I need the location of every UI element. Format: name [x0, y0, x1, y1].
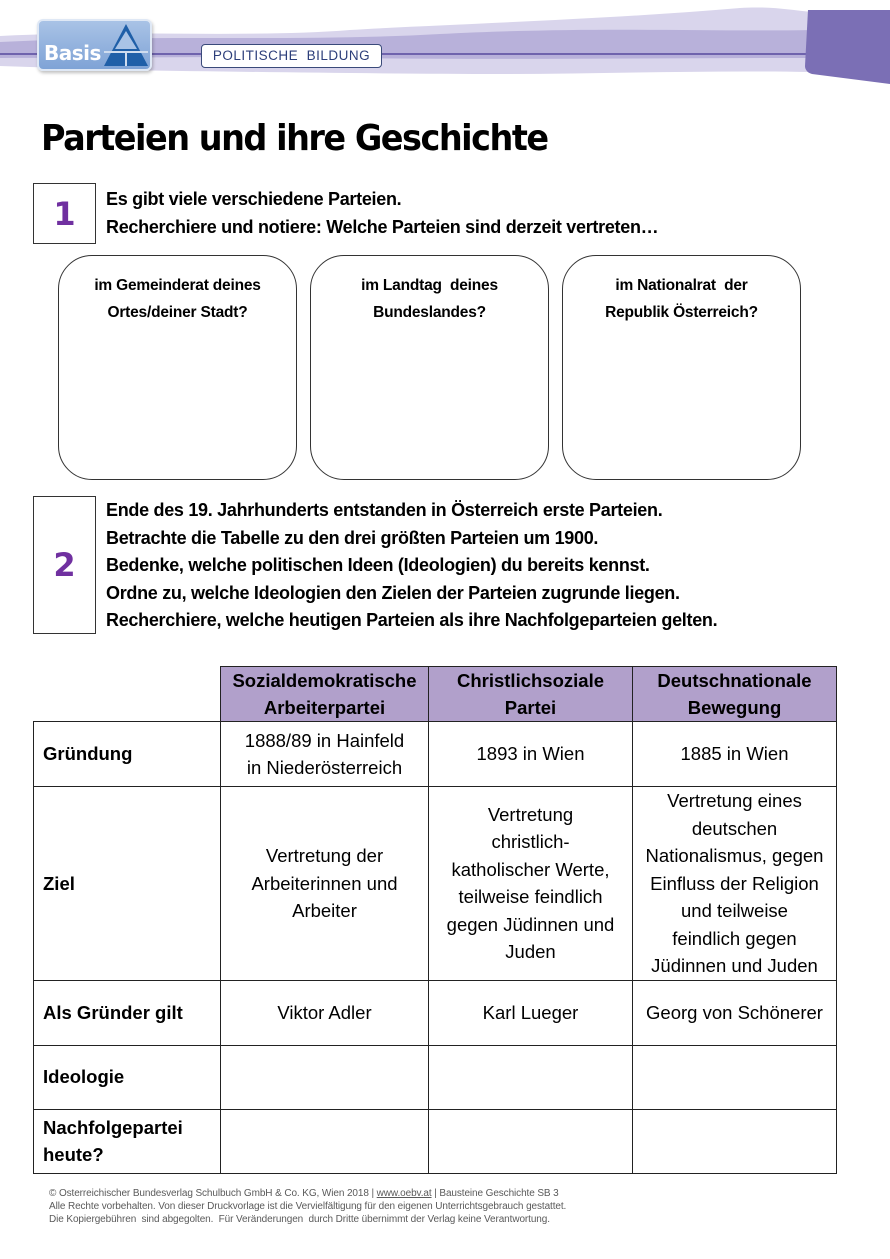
table-header-row [34, 667, 837, 722]
answer-cell[interactable] [221, 1045, 429, 1109]
task-2-instructions [106, 497, 717, 635]
answer-box-label [311, 272, 548, 326]
publisher-logo [37, 19, 152, 71]
row-label: Als Gründer gilt [34, 980, 221, 1045]
label-line: im Nationalrat der [615, 277, 748, 294]
answer-cell[interactable] [429, 1109, 633, 1173]
label-line: Bundeslandes? [373, 304, 486, 321]
task-2-line: Ende des 19. Jahrhunderts entstanden in Österreich erste Parteien. [106, 500, 663, 520]
table-row-ziel [34, 787, 837, 981]
table-cell: Karl Lueger [429, 980, 633, 1045]
answer-cell[interactable] [633, 1045, 837, 1109]
page-title: Parteien und ihre Geschichte [41, 118, 548, 159]
table-row-nachfolgepartei [34, 1109, 837, 1173]
answer-box-landtag[interactable] [310, 255, 549, 480]
row-label: Ideologie [34, 1045, 221, 1109]
table-cell: 1885 in Wien [633, 722, 837, 787]
footer-text: | Bausteine Geschichte SB 3 [431, 1188, 559, 1199]
column-header-sdap: Sozialdemokratische Arbeiterpartei [221, 667, 429, 722]
table-corner-cell [34, 667, 221, 722]
footer-line-3: Die Kopiergebühren sind abgegolten. Für Veränderungen durch Dritte übernimmt der Verlag keine Verantwortung. [49, 1213, 550, 1225]
table-row-gruendung [34, 722, 837, 787]
banner-corner-block [805, 10, 890, 84]
task-2-line: Recherchiere, welche heutigen Parteien als ihre Nachfolgeparteien gelten. [106, 610, 718, 630]
table-cell: Vertretung eines deutschen Nationalismus, gegen Einfluss der Religion und teilweise feindlich gegen Jüdinnen und Juden [633, 787, 837, 981]
answer-cell[interactable] [221, 1109, 429, 1173]
table-cell: 1893 in Wien [429, 722, 633, 787]
task-1-line: Recherchiere und notiere: Welche Parteien sind derzeit vertreten… [106, 216, 659, 237]
label-line: im Gemeinderat deines [94, 277, 261, 294]
label-line: Ortes/deiner Stadt? [107, 304, 248, 321]
table-cell: Georg von Schönerer [633, 980, 837, 1045]
answer-box-label [563, 272, 800, 326]
answer-cell[interactable] [429, 1045, 633, 1109]
task-2-line: Bedenke, welche politischen Ideen (Ideologien) du bereits kennst. [106, 555, 650, 575]
table-row-gruender [34, 980, 837, 1045]
table-cell: Vertretung der Arbeiterinnen und Arbeiter [221, 787, 429, 981]
answer-cell[interactable] [633, 1109, 837, 1173]
row-label: Ziel [34, 787, 221, 981]
copyright-footer [49, 1188, 566, 1226]
logo-text: Basis [44, 41, 101, 65]
footer-text: © Osterreichischer Bundesverlag Schulbuch GmbH & Co. KG, Wien 2018 | [49, 1188, 377, 1199]
footer-line-1 [49, 1188, 566, 1201]
task-1-instructions [106, 186, 658, 241]
label-line: Republik Österreich? [605, 304, 758, 321]
table-cell: Vertretung christlich- katholischer Werte, teilweise feindlich gegen Jüdinnen und Juden [429, 787, 633, 981]
task-1-line: Es gibt viele verschiedene Parteien. [106, 189, 402, 209]
answer-box-gemeinderat[interactable] [58, 255, 297, 480]
footer-line-2: Alle Rechte vorbehalten. Von dieser Druckvorlage ist die Vervielfältigung für den eigenen Unterrichtsgebrauch gestattet. [49, 1200, 567, 1212]
answer-box-nationalrat[interactable] [562, 255, 801, 480]
table-cell: Viktor Adler [221, 980, 429, 1045]
column-header-deutschnational: Deutschnationale Bewegung [633, 667, 837, 722]
label-line: im Landtag deines [361, 277, 498, 294]
subject-label: POLITISCHE BILDUNG [201, 44, 382, 68]
row-label: Gründung [34, 722, 221, 787]
task-2-line: Ordne zu, welche Ideologien den Zielen der Parteien zugrunde liegen. [106, 582, 680, 603]
pyramid-icon [101, 22, 151, 68]
table-cell: 1888/89 in Hainfeld in Niederösterreich [221, 722, 429, 787]
task-number-2: 2 [33, 496, 96, 634]
table-row-ideologie [34, 1045, 837, 1109]
publisher-link[interactable]: www.oebv.at [376, 1188, 432, 1199]
parties-table [33, 666, 837, 1174]
column-header-csp: Christlichsoziale Partei [429, 667, 633, 722]
task-number-1: 1 [33, 183, 96, 244]
row-label: Nachfolgepartei heute? [34, 1109, 221, 1173]
task-2-line: Betrachte die Tabelle zu den drei größten Parteien um 1900. [106, 527, 599, 548]
answer-box-label [59, 272, 296, 326]
